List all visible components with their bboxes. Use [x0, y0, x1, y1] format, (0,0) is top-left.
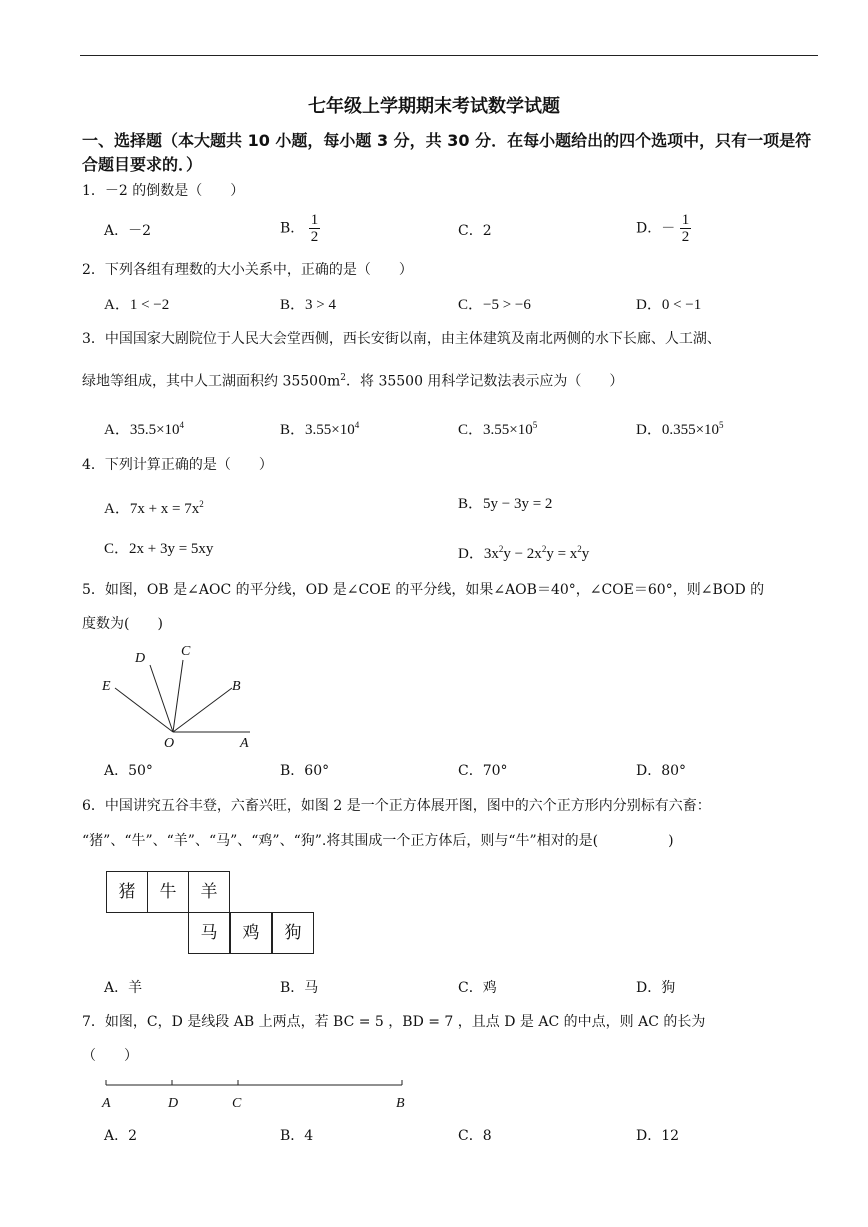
net-cell-pig: 猪	[106, 871, 148, 913]
question-2-option-c[interactable]: C．−5 > −6	[458, 297, 531, 313]
question-6-option-c[interactable]: C．鸡	[458, 980, 497, 996]
label-a: A	[240, 736, 249, 751]
label-e: E	[102, 679, 111, 694]
label-b: B	[232, 679, 241, 694]
question-2-option-a[interactable]: A．1 < −2	[104, 297, 170, 313]
fraction-half: $\frac{1}{2}$	[681, 212, 690, 245]
angle-diagram	[95, 640, 265, 755]
fraction-half: $\frac{1}{2}$	[310, 212, 319, 245]
question-1-stem: 1．－2 的倒数是（ ）	[82, 183, 245, 199]
question-2-option-b[interactable]: B．3 > 4	[280, 297, 336, 313]
question-3-option-d[interactable]: D．$0.355\times 10^5$	[636, 420, 724, 438]
option-d-label: D．－	[636, 220, 676, 237]
question-5-option-b[interactable]: B．60°	[280, 763, 330, 779]
question-4-option-d[interactable]: D．$3x^2y - 2x^2y = x^2y$	[458, 544, 590, 562]
question-6-option-d[interactable]: D．狗	[636, 980, 676, 996]
net-cell-chicken: 鸡	[230, 912, 272, 954]
question-5-option-c[interactable]: C．70°	[458, 763, 508, 779]
ray-oc	[173, 660, 183, 732]
question-3-stem-line1: 3．中国国家大剧院位于人民大会堂西侧，西长安街以南，由主体建筑及南北两侧的水下长廊、人工湖、	[82, 331, 721, 347]
question-1-option-b[interactable]	[280, 212, 320, 245]
question-4-option-b[interactable]: B．5y − 3y = 2	[458, 496, 553, 512]
ray-od	[150, 665, 173, 732]
question-4-option-a[interactable]: A．$7x + x = 7x^2$	[104, 499, 204, 517]
question-7-stem-line1: 7．如图，C，D 是线段 AB 上两点，若 BC = 5 ，BD = 7 ，且点 D 是 AC 的中点，则 AC 的长为	[82, 1014, 706, 1030]
question-7-stem-line2: （ ）	[82, 1048, 138, 1064]
question-6-stem-line2: “猪”、“牛”、“羊”、“马”、“鸡”、“狗”.将其围成一个正方体后，则与“牛”相对的是( )	[82, 833, 674, 849]
label-b: B	[396, 1096, 405, 1111]
question-6-option-b[interactable]: B．马	[280, 980, 319, 996]
question-5-option-a[interactable]: A．50°	[104, 763, 153, 779]
label-o: O	[164, 736, 175, 751]
question-2-option-d[interactable]: D．0 < −1	[636, 297, 702, 313]
ray-ob	[173, 688, 232, 732]
option-b-label: B．	[280, 220, 305, 237]
question-5-stem-line1: 5．如图，OB 是∠AOC 的平分线，OD 是∠COE 的平分线，如果∠AOB＝40°，∠COE＝60°，则∠BOD 的	[82, 582, 765, 598]
question-5-option-d[interactable]: D．80°	[636, 763, 687, 779]
question-7-option-c[interactable]: C．8	[458, 1128, 492, 1144]
question-1-option-a[interactable]: A．－2	[104, 223, 152, 239]
net-cell-sheep: 羊	[188, 871, 230, 913]
question-2-stem: 2．下列各组有理数的大小关系中，正确的是（ ）	[82, 262, 413, 278]
label-d: D	[168, 1096, 179, 1111]
question-3-stem-line2: 绿地等组成，其中人工湖面积约 $35500m^2$．将 35500 用科学记数法表示应为（ ）	[82, 373, 624, 390]
question-3-option-a[interactable]: A．$35.5\times 10^4$	[104, 420, 185, 438]
net-cell-dog: 狗	[272, 912, 314, 954]
question-6-option-a[interactable]: A．羊	[104, 980, 143, 996]
question-1-option-d[interactable]	[636, 212, 691, 245]
question-3-option-c[interactable]: C．$3.55\times 10^5$	[458, 420, 538, 438]
label-c: C	[181, 644, 191, 659]
segment-diagram	[98, 1075, 418, 1115]
question-5-stem-line2: 度数为( )	[82, 616, 163, 632]
question-1-option-c[interactable]: C．2	[458, 223, 492, 239]
label-c: C	[232, 1096, 242, 1111]
net-cell-ox: 牛	[147, 871, 189, 913]
question-7-option-a[interactable]: A．2	[104, 1128, 138, 1144]
section-heading: 一、选择题（本大题共 10 小题，每小题 3 分，共 30 分．在每小题给出的四个选项中，只有一项是符合题目要求的．）	[82, 131, 812, 174]
question-6-stem-line1: 6．中国讲究五谷丰登，六畜兴旺，如图 2 是一个正方体展开图，图中的六个正方形内分别标有六畜：	[82, 798, 711, 814]
question-7-option-b[interactable]: B．4	[280, 1128, 314, 1144]
page-title: 七年级上学期期末考试数学试题	[308, 96, 560, 117]
question-7-option-d[interactable]: D．12	[636, 1128, 680, 1144]
label-a: A	[102, 1096, 111, 1111]
question-3-option-b[interactable]: B．$3.55\times 10^4$	[280, 420, 360, 438]
label-d: D	[135, 651, 146, 666]
ray-oe	[115, 688, 173, 732]
header-rule	[80, 55, 818, 56]
net-cell-horse: 马	[188, 912, 230, 954]
question-4-stem: 4．下列计算正确的是（ ）	[82, 457, 273, 473]
question-4-option-c[interactable]: C．2x + 3y = 5xy	[104, 541, 214, 557]
